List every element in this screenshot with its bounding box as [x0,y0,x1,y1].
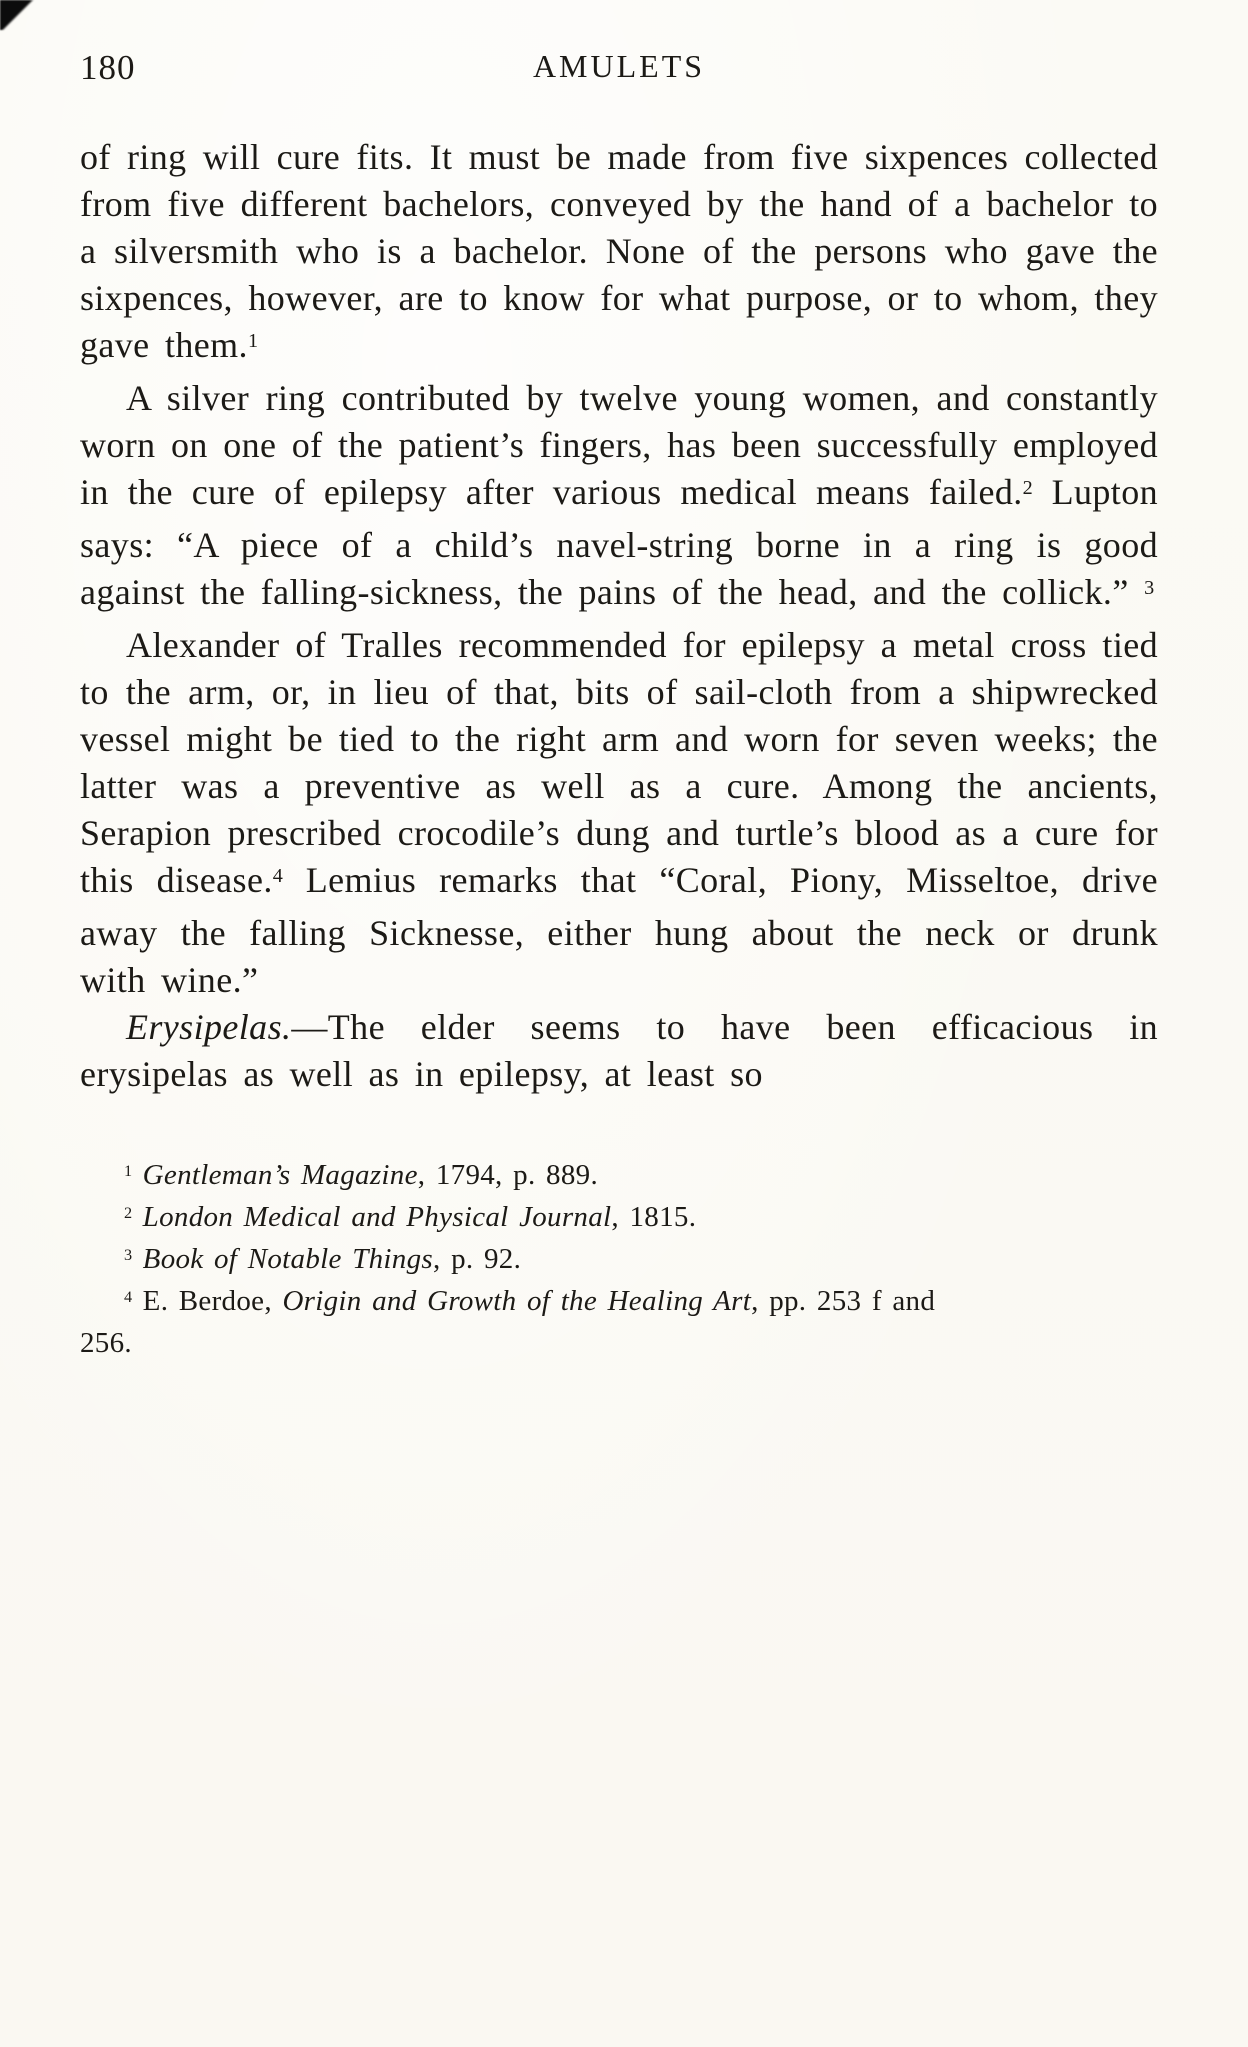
footnote-marker: 3 [124,1245,133,1264]
text-run: , 1815. [611,1201,697,1233]
paragraph-3 [80,622,1158,1004]
paragraph-2 [80,375,1158,622]
footnotes [80,1156,1158,1362]
text-run: —The elder seems to have been efficacious in erysipelas as well as in epilepsy, at least so [80,1007,1158,1094]
footnote-marker: 3 [1144,576,1155,599]
footnote-marker: 1 [124,1161,133,1180]
footnote-4 [80,1282,1158,1362]
text-run: 256. [80,1327,132,1359]
italic-text: Book of Notable Things [132,1243,433,1275]
footnote-2 [80,1198,1158,1240]
text-run: , 1794, p. 889. [417,1159,598,1191]
footnote-marker: 4 [272,864,283,887]
paragraph-4 [80,1004,1158,1098]
running-title: AMULETS [532,48,706,84]
footnote-marker: 2 [124,1203,133,1222]
body-text [80,134,1158,1098]
text-run: , p. 92. [432,1243,522,1275]
italic-text: Erysipelas. [126,1007,292,1047]
text-run: Alexander of Tralles recommended for epilepsy a metal cross tied to the arm, or, in lieu of that, bits of sail-cloth from a shipwrecked vessel might be tied to the right arm and worn for seven weeks; the latter was a preventive as well as a cure. Among the ancients, Serapion prescribed crocodile’s dung and turtle’s blood as a cure for this disease. [80,625,1158,900]
text-run: E. Berdoe, [132,1285,283,1317]
footnote-marker: 2 [1022,476,1033,499]
text-run: A silver ring contributed by twelve young women, and constantly worn on one of the patient’s fingers, has been successfully employed in the cure of epilepsy after various medical means failed. [80,378,1158,512]
footnote-marker: 4 [124,1287,133,1306]
footnote-3 [80,1240,1158,1282]
italic-text: London Medical and Physical Journal [132,1201,612,1233]
scan-corner-artifact [0,0,52,30]
italic-text: Origin and Growth of the Healing Art [282,1285,752,1317]
page-number: 180 [80,48,136,87]
italic-text: Gentleman’s Magazine [132,1159,418,1191]
footnote-marker: 1 [247,329,259,352]
paragraph-1 [80,134,1158,375]
text-run: of ring will cure fits. It must be made from five sixpences collected from five different bachelors, conveyed by the hand of a bachelor to a silversmith who is a bachelor. None of the persons who gave the sixpences, however, are to know for what purpose, or to whom, they gave them. [80,137,1158,365]
footnote-1 [80,1156,1158,1198]
text-run: , pp. 253 f and [751,1285,936,1317]
page-header [80,48,1158,98]
text-run: Lupton says: “A piece of a child’s navel-string borne in a ring is good against the falling-sickness, the pains of the head, and the collick.” [80,472,1158,612]
text-run: Lemius remarks that “Coral, Piony, Misseltoe, drive away the falling Sicknesse, either hung about the neck or drunk with wine.” [80,860,1158,1000]
